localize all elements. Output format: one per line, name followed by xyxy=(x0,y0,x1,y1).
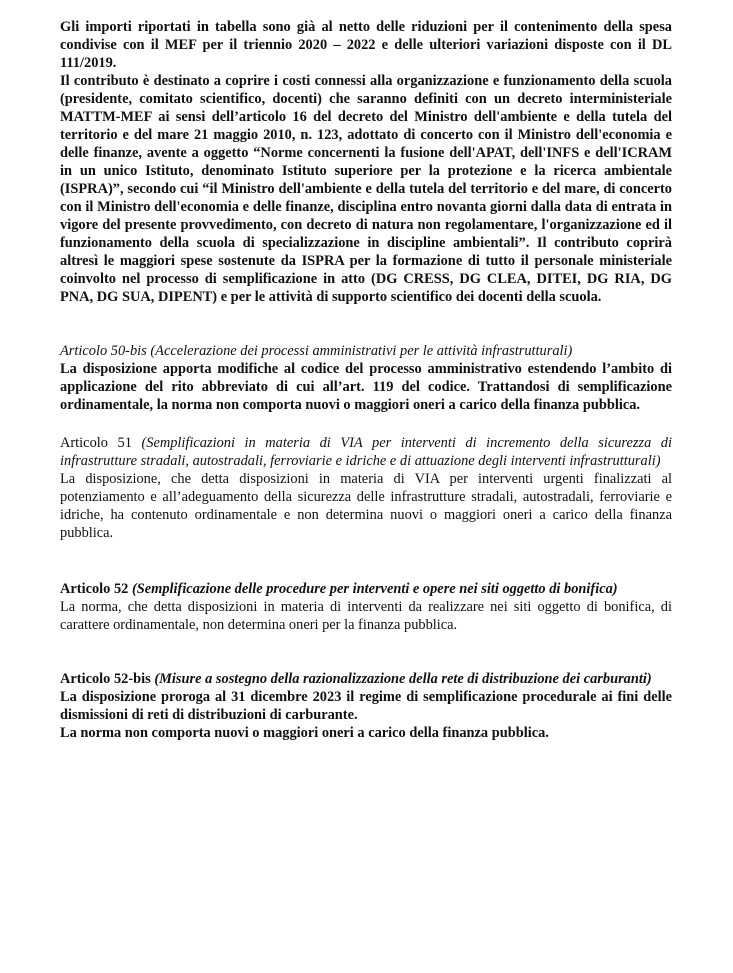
section-article-51 xyxy=(60,434,672,542)
article-title: (Semplificazione delle procedure per interventi e opere nei siti oggetto di bonifica) xyxy=(131,581,618,597)
article-body: La disposizione apporta modifiche al codice del processo amministrativo estendendo l’ambito di applicazione del rito abbreviato di cui all’art. 119 del codice. Trattandosi di semplificazione ordinamentale, la norma non comporta nuovi o maggiori oneri a carico della finanza pubblica. xyxy=(60,361,672,413)
article-body: La disposizione, che detta disposizioni in materia di VIA per interventi urgenti finalizzati al potenziamento e all’adeguamento della sicurezza delle infrastrutture stradali, autostradali, ferroviarie e idriche, ha contenuto ordinamentale e non determina nuovi o maggiori oneri a carico della finanza pubblica. xyxy=(60,471,672,541)
section-heading xyxy=(60,580,672,598)
intro-paragraph-2: Il contributo è destinato a coprire i costi connessi alla organizzazione e funzionamento della scuola (presidente, comitato scientifico, docenti) che saranno definiti con un decreto interministeriale MATTM-MEF ai sensi dell’articolo 16 del decreto del Ministro dell'ambiente e della tutela del territorio e del mare 21 maggio 2010, n. 123, adottato di concerto con il Ministro dell'economia e delle finanze, avente a oggetto “Norme concernenti la fusione dell'APAT, dell'INFS e dell'ICRAM in un unico Istituto, denominato Istituto superiore per la protezione e la ricerca ambientale (ISPRA)”, secondo cui “il Ministro dell'ambiente e della tutela del territorio e del mare, di concerto con il Ministro dell'economia e delle finanze, disciplina entro novanta giorni dalla data di entrata in vigore del presente provvedimento, con decreto di natura non regolamentare, l'organizzazione ed il funzionamento della scuola di specializzazione in discipline ambientali”. Il contributo coprirà altresì le maggiori spese sostenute da ISPRA per la formazione di tutto il personale ministeriale coinvolto nel processo di semplificazione in atto (DG CRESS, DG CLEA, DITEI, DG RIA, DG PNA, DG SUA, DIPENT) e per le attività di supporto scientifico dei docenti della scuola. xyxy=(60,73,672,305)
article-body: La norma, che detta disposizioni in materia di interventi da realizzare nei siti oggetto di bonifica, di carattere ordinamentale, non determina oneri per la finanza pubblica. xyxy=(60,599,672,633)
section-article-52 xyxy=(60,580,672,634)
section-heading xyxy=(60,342,672,360)
article-title: (Semplificazioni in materia di VIA per interventi di incremento della sicurezza di infrastrutture stradali, autostradali, ferroviarie e idriche e di attuazione degli interventi infrastrutturali) xyxy=(60,435,673,469)
article-title: (Accelerazione dei processi amministrativi per le attività infrastrutturali) xyxy=(150,343,573,359)
article-number: Articolo 52 xyxy=(60,581,129,597)
article-number: Articolo 50-bis xyxy=(60,343,147,359)
document-page xyxy=(60,18,672,742)
section-heading xyxy=(60,434,672,470)
section-article-52-bis xyxy=(60,670,672,742)
article-title: (Misure a sostegno della razionalizzazione della rete di distribuzione dei carburanti) xyxy=(154,671,652,687)
article-number: Articolo 52-bis xyxy=(60,671,151,687)
intro-paragraph-1: Gli importi riportati in tabella sono già al netto delle riduzioni per il contenimento della spesa condivise con il MEF per il triennio 2020 – 2022 e delle ulteriori variazioni disposte con il DL 111/2019. xyxy=(60,19,672,71)
article-body-2: La norma non comporta nuovi o maggiori oneri a carico della finanza pubblica. xyxy=(60,725,549,741)
section-heading xyxy=(60,670,672,688)
article-body: La disposizione proroga al 31 dicembre 2023 il regime di semplificazione procedurale ai fini delle dismissioni di reti di distribuzioni di carburante. xyxy=(60,689,672,723)
section-article-50-bis xyxy=(60,342,672,414)
article-number: Articolo 51 xyxy=(60,435,132,451)
